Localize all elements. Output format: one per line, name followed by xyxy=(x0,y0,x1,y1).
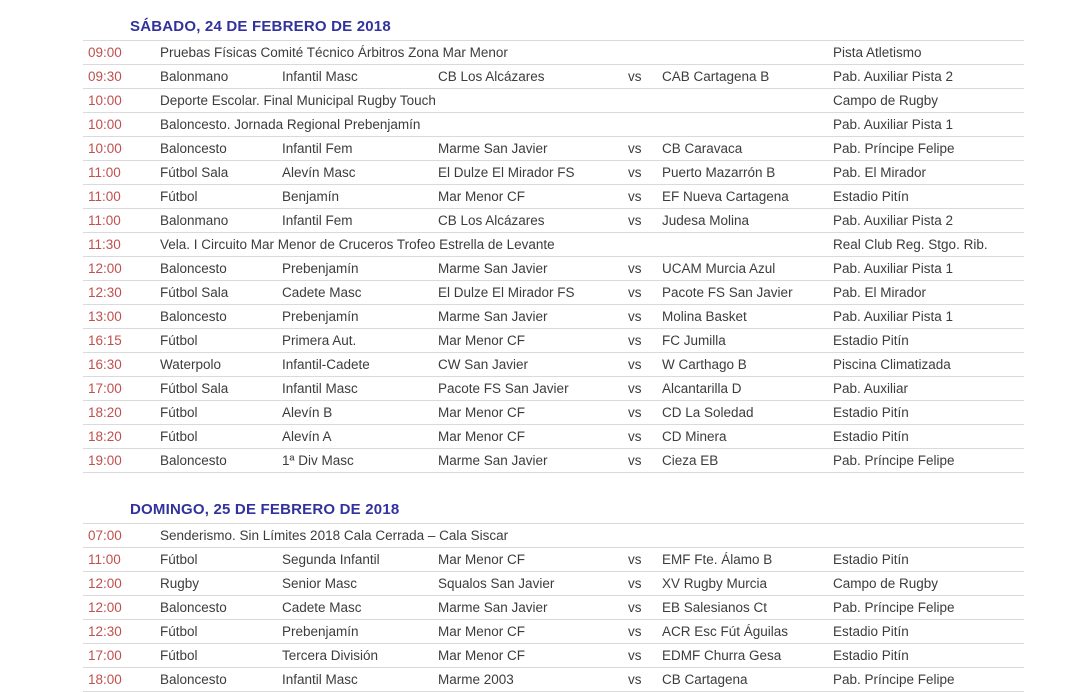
event-sport: Baloncesto xyxy=(160,261,227,276)
vs-label: vs xyxy=(628,285,642,300)
event-time: 07:00 xyxy=(88,528,122,543)
home-team: CB Los Alcázares xyxy=(438,69,545,84)
schedule-row xyxy=(83,643,1024,667)
event-venue: Pab. Auxiliar Pista 1 xyxy=(833,261,954,276)
event-description: Pruebas Físicas Comité Técnico Árbitros Zona Mar Menor xyxy=(160,45,508,60)
schedule-row xyxy=(83,112,1024,136)
schedule-row xyxy=(83,547,1024,571)
schedule-row xyxy=(83,208,1024,232)
schedule-row xyxy=(83,595,1024,619)
event-sport: Waterpolo xyxy=(160,357,222,372)
event-venue: Pab. Auxiliar Pista 1 xyxy=(833,309,954,324)
event-sport: Baloncesto xyxy=(160,141,227,156)
home-team: Marme 2003 xyxy=(438,672,514,687)
sunday-header: DOMINGO, 25 DE FEBRERO DE 2018 xyxy=(130,501,400,518)
away-team: Alcantarilla D xyxy=(662,381,742,396)
event-time: 11:00 xyxy=(88,552,121,567)
event-venue: Pab. Príncipe Felipe xyxy=(833,141,955,156)
home-team: Mar Menor CF xyxy=(438,333,526,348)
vs-label: vs xyxy=(628,600,642,615)
vs-label: vs xyxy=(628,381,642,396)
sunday-table xyxy=(83,523,1024,692)
event-sport: Fútbol Sala xyxy=(160,165,229,180)
event-venue: Campo de Rugby xyxy=(833,576,939,591)
vs-label: vs xyxy=(628,576,642,591)
home-team: CB Los Alcázares xyxy=(438,213,545,228)
vs-label: vs xyxy=(628,165,642,180)
event-time: 12:00 xyxy=(88,600,122,615)
event-sport: Fútbol xyxy=(160,189,198,204)
away-team: EF Nueva Cartagena xyxy=(662,189,789,204)
schedule-row xyxy=(83,184,1024,208)
away-team: EB Salesianos Ct xyxy=(662,600,768,615)
event-sport: Rugby xyxy=(160,576,200,591)
event-venue: Pab. Príncipe Felipe xyxy=(833,453,955,468)
away-team: EMF Fte. Álamo B xyxy=(662,552,773,567)
away-team: Puerto Mazarrón B xyxy=(662,165,776,180)
event-venue: Pab. Príncipe Felipe xyxy=(833,600,955,615)
vs-label: vs xyxy=(628,189,642,204)
vs-label: vs xyxy=(628,429,642,444)
away-team: ACR Esc Fút Águilas xyxy=(662,624,789,639)
event-category: Infantil Fem xyxy=(282,141,353,156)
event-category: Alevín A xyxy=(282,429,332,444)
away-team: CD Minera xyxy=(662,429,727,444)
event-venue: Estadio Pitín xyxy=(833,429,909,444)
event-category: Senior Masc xyxy=(282,576,358,591)
event-category: Cadete Masc xyxy=(282,600,362,615)
event-time: 09:30 xyxy=(88,69,122,84)
event-category: Benjamín xyxy=(282,189,340,204)
vs-label: vs xyxy=(628,69,642,84)
home-team: Mar Menor CF xyxy=(438,552,526,567)
event-sport: Baloncesto xyxy=(160,453,227,468)
event-time: 09:00 xyxy=(88,45,122,60)
event-category: 1ª Div Masc xyxy=(282,453,354,468)
home-team: Mar Menor CF xyxy=(438,189,526,204)
event-category: Infantil Masc xyxy=(282,69,358,84)
schedule-row xyxy=(83,64,1024,88)
vs-label: vs xyxy=(628,333,642,348)
away-team: Judesa Molina xyxy=(662,213,750,228)
event-category: Prebenjamín xyxy=(282,624,359,639)
vs-label: vs xyxy=(628,453,642,468)
schedule-row xyxy=(83,280,1024,304)
event-venue: Estadio Pitín xyxy=(833,189,909,204)
event-venue: Pab. El Mirador xyxy=(833,165,927,180)
schedule-row xyxy=(83,352,1024,376)
event-venue: Pab. Auxiliar Pista 2 xyxy=(833,213,954,228)
event-sport: Fútbol xyxy=(160,624,198,639)
event-category: Alevín B xyxy=(282,405,333,420)
event-description: Baloncesto. Jornada Regional Prebenjamín xyxy=(160,117,421,132)
event-venue: Pab. Auxiliar Pista 2 xyxy=(833,69,954,84)
vs-label: vs xyxy=(628,309,642,324)
home-team: Mar Menor CF xyxy=(438,429,526,444)
home-team: Marme San Javier xyxy=(438,453,548,468)
home-team: Marme San Javier xyxy=(438,600,548,615)
schedule-row xyxy=(83,376,1024,400)
event-sport: Fútbol xyxy=(160,405,198,420)
event-time: 10:00 xyxy=(88,141,122,156)
event-venue: Piscina Climatizada xyxy=(833,357,951,372)
event-sport: Baloncesto xyxy=(160,672,227,687)
away-team: CB Cartagena xyxy=(662,672,748,687)
vs-label: vs xyxy=(628,213,642,228)
away-team: XV Rugby Murcia xyxy=(662,576,768,591)
event-time: 12:00 xyxy=(88,261,122,276)
schedule-row xyxy=(83,40,1024,64)
home-team: El Dulze El Mirador FS xyxy=(438,165,575,180)
event-category: Cadete Masc xyxy=(282,285,362,300)
home-team: CW San Javier xyxy=(438,357,529,372)
schedule-row xyxy=(83,136,1024,160)
vs-label: vs xyxy=(628,405,642,420)
away-team: Molina Basket xyxy=(662,309,747,324)
event-time: 18:20 xyxy=(88,405,122,420)
event-sport: Baloncesto xyxy=(160,600,227,615)
event-time: 11:00 xyxy=(88,189,121,204)
event-category: Infantil Masc xyxy=(282,672,358,687)
event-time: 10:00 xyxy=(88,93,122,108)
schedule-row xyxy=(83,328,1024,352)
event-time: 11:30 xyxy=(88,237,121,252)
away-team: UCAM Murcia Azul xyxy=(662,261,776,276)
event-time: 12:30 xyxy=(88,285,122,300)
event-time: 18:00 xyxy=(88,672,122,687)
event-venue: Estadio Pitín xyxy=(833,405,909,420)
schedule-row xyxy=(83,619,1024,643)
home-team: Marme San Javier xyxy=(438,309,548,324)
saturday-table xyxy=(83,40,1024,473)
event-venue: Pab. Auxiliar Pista 1 xyxy=(833,117,954,132)
event-venue: Estadio Pitín xyxy=(833,648,909,663)
event-category: Alevín Masc xyxy=(282,165,356,180)
event-time: 11:00 xyxy=(88,165,121,180)
event-venue: Pab. El Mirador xyxy=(833,285,927,300)
home-team: Pacote FS San Javier xyxy=(438,381,569,396)
event-description: Vela. I Circuito Mar Menor de Cruceros Trofeo Estrella de Levante xyxy=(160,237,555,252)
schedule-row xyxy=(83,88,1024,112)
event-sport: Balonmano xyxy=(160,69,229,84)
schedule-row xyxy=(83,424,1024,448)
event-venue: Pista Atletismo xyxy=(833,45,922,60)
event-time: 18:20 xyxy=(88,429,122,444)
event-time: 17:00 xyxy=(88,381,122,396)
schedule-row xyxy=(83,160,1024,184)
event-time: 11:00 xyxy=(88,213,121,228)
event-sport: Baloncesto xyxy=(160,309,227,324)
away-team: EDMF Churra Gesa xyxy=(662,648,782,663)
event-venue: Campo de Rugby xyxy=(833,93,939,108)
event-time: 19:00 xyxy=(88,453,122,468)
event-time: 17:00 xyxy=(88,648,122,663)
event-description: Senderismo. Sin Límites 2018 Cala Cerrada – Cala Siscar xyxy=(160,528,509,543)
event-venue: Estadio Pitín xyxy=(833,333,909,348)
home-team: Mar Menor CF xyxy=(438,405,526,420)
saturday-section xyxy=(83,14,1024,473)
event-category: Infantil-Cadete xyxy=(282,357,370,372)
event-sport: Fútbol xyxy=(160,333,198,348)
vs-label: vs xyxy=(628,261,642,276)
event-category: Prebenjamín xyxy=(282,261,359,276)
event-time: 13:00 xyxy=(88,309,122,324)
schedule-row xyxy=(83,256,1024,280)
event-description: Deporte Escolar. Final Municipal Rugby Touch xyxy=(160,93,436,108)
event-time: 16:15 xyxy=(88,333,122,348)
schedule-row xyxy=(83,667,1024,691)
event-category: Prebenjamín xyxy=(282,309,359,324)
away-team: CD La Soledad xyxy=(662,405,754,420)
home-team: Squalos San Javier xyxy=(438,576,555,591)
event-category: Infantil Masc xyxy=(282,381,358,396)
event-sport: Fútbol xyxy=(160,552,198,567)
saturday-header: SÁBADO, 24 DE FEBRERO DE 2018 xyxy=(130,18,391,35)
event-category: Segunda Infantil xyxy=(282,552,380,567)
home-team: Mar Menor CF xyxy=(438,648,526,663)
away-team: FC Jumilla xyxy=(662,333,726,348)
home-team: Marme San Javier xyxy=(438,141,548,156)
sunday-section xyxy=(83,497,1024,692)
schedule-row xyxy=(83,523,1024,547)
vs-label: vs xyxy=(628,672,642,687)
event-category: Infantil Fem xyxy=(282,213,353,228)
home-team: Mar Menor CF xyxy=(438,624,526,639)
home-team: Marme San Javier xyxy=(438,261,548,276)
event-time: 10:00 xyxy=(88,117,122,132)
event-time: 16:30 xyxy=(88,357,122,372)
event-venue: Estadio Pitín xyxy=(833,552,909,567)
event-sport: Fútbol xyxy=(160,648,198,663)
schedule-row xyxy=(83,448,1024,472)
home-team: El Dulze El Mirador FS xyxy=(438,285,575,300)
schedule-row xyxy=(83,400,1024,424)
schedule-row xyxy=(83,304,1024,328)
event-sport: Fútbol xyxy=(160,429,198,444)
vs-label: vs xyxy=(628,648,642,663)
away-team: Cieza EB xyxy=(662,453,719,468)
away-team: CB Caravaca xyxy=(662,141,743,156)
vs-label: vs xyxy=(628,552,642,567)
event-sport: Fútbol Sala xyxy=(160,381,229,396)
event-category: Primera Aut. xyxy=(282,333,357,348)
event-category: Tercera División xyxy=(282,648,379,663)
vs-label: vs xyxy=(628,141,642,156)
event-venue: Pab. Auxiliar xyxy=(833,381,909,396)
event-sport: Balonmano xyxy=(160,213,229,228)
schedule-row xyxy=(83,571,1024,595)
schedule-row xyxy=(83,232,1024,256)
event-venue: Estadio Pitín xyxy=(833,624,909,639)
vs-label: vs xyxy=(628,357,642,372)
event-venue: Pab. Príncipe Felipe xyxy=(833,672,955,687)
vs-label: vs xyxy=(628,624,642,639)
event-venue: Real Club Reg. Stgo. Rib. xyxy=(833,237,988,252)
event-time: 12:30 xyxy=(88,624,122,639)
away-team: Pacote FS San Javier xyxy=(662,285,793,300)
event-time: 12:00 xyxy=(88,576,122,591)
event-sport: Fútbol Sala xyxy=(160,285,229,300)
schedule-page xyxy=(0,14,1080,689)
away-team: CAB Cartagena B xyxy=(662,69,770,84)
away-team: W Carthago B xyxy=(662,357,747,372)
